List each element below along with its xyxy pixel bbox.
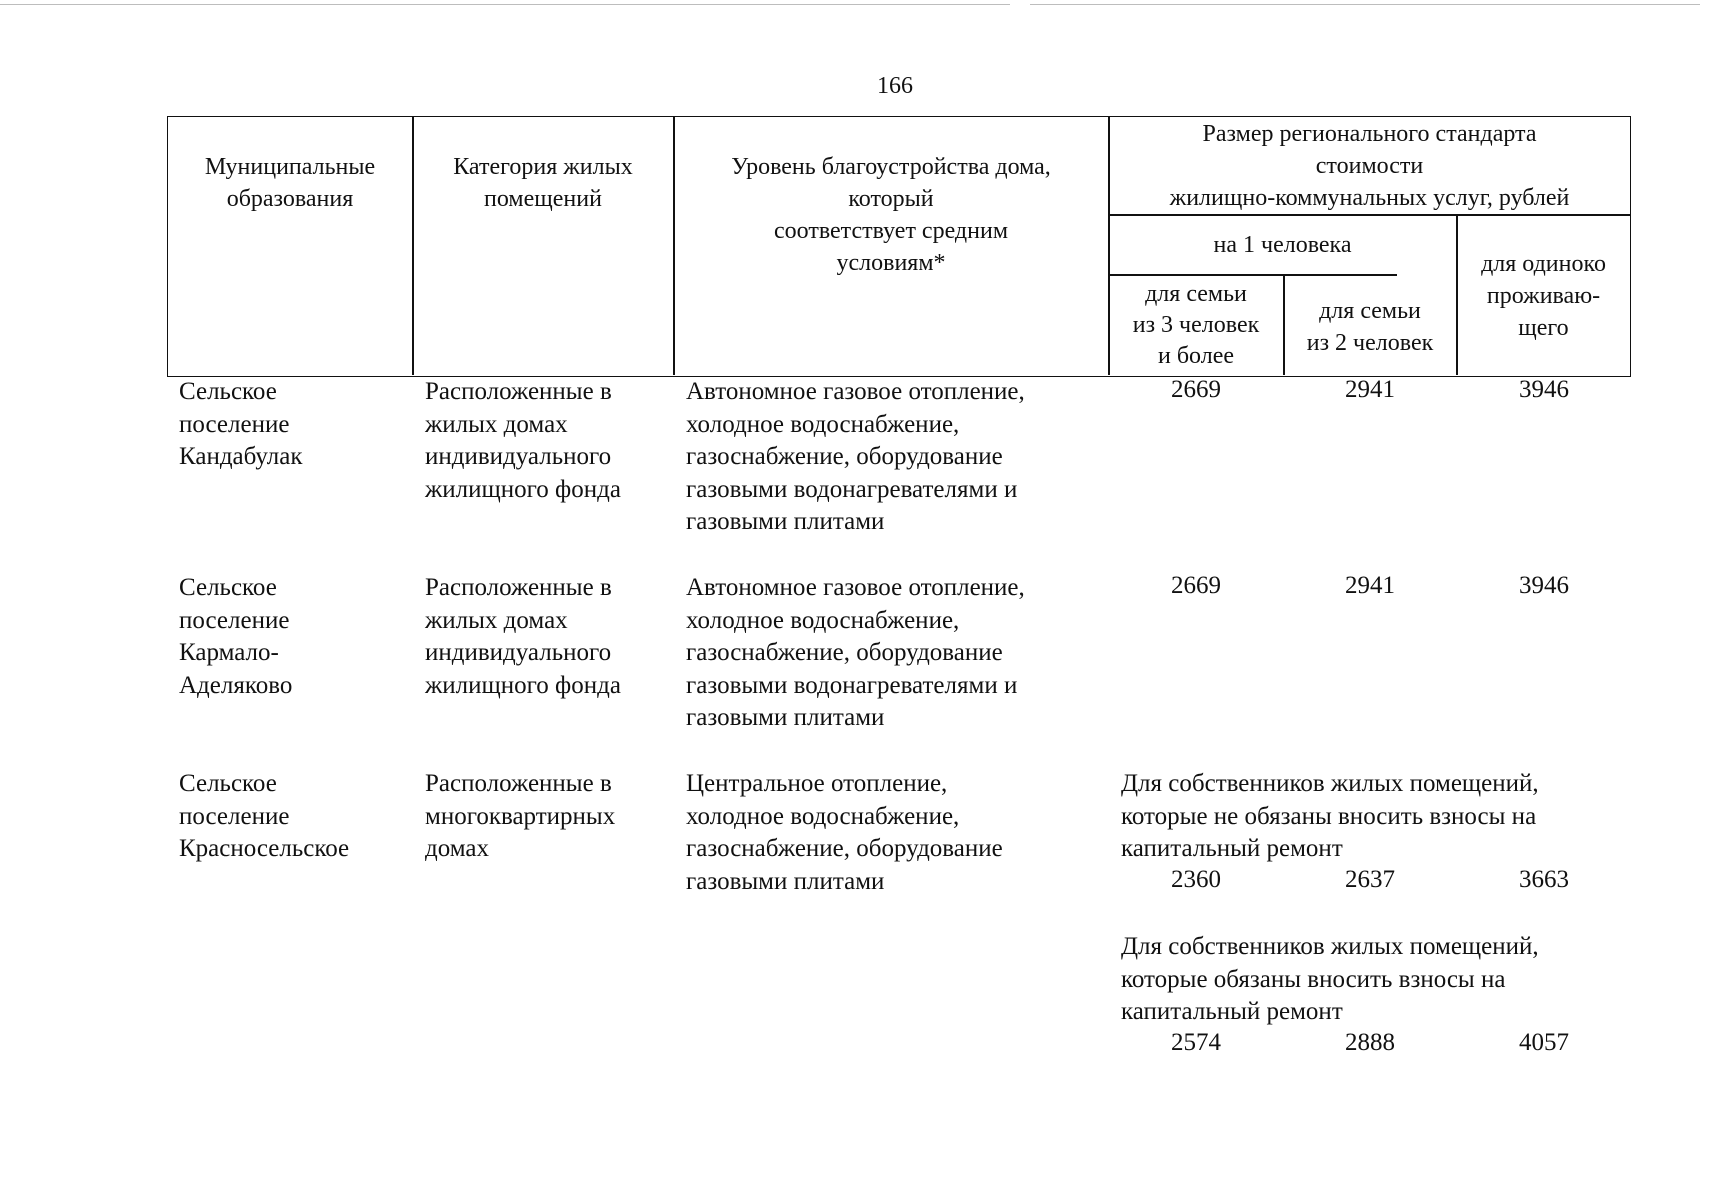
row-3-group-1-family-2: 2637 [1345, 866, 1395, 893]
header-level: Уровень благоустройства дома, который соответствует средним условиям* [731, 154, 1051, 276]
row-3-municipality: Сельское поселение Красносельское [179, 770, 350, 862]
row-3-group-1-note: Для собственников жилых помещений, которые не обязаны вносить взносы на капитальный ремонт [1121, 770, 1539, 862]
row-divider [1108, 214, 1630, 216]
row-2-level: Автономное газовое отопление, холодное водоснабжение, газоснабжение, оборудование газовыми водонагревателями и газовыми плитами [686, 574, 1025, 731]
row-2-municipality: Сельское поселение Кармало- Аделяково [179, 574, 293, 699]
scan-edge-line [1030, 4, 1700, 5]
row-2-family-3: 2669 [1171, 572, 1221, 599]
header-category: Категория жилых помещений [453, 154, 633, 212]
row-3-group-2-note: Для собственников жилых помещений, которые обязаны вносить взносы на капитальный ремонт [1121, 933, 1539, 1025]
table-header [167, 116, 1631, 377]
header-standard: Размер регионального стандарта стоимости жилищно-коммунальных услуг, рублей [1169, 121, 1570, 211]
header-per-person: на 1 человека [1213, 232, 1352, 258]
row-3-group-2-family-2: 2888 [1345, 1029, 1395, 1056]
page-number: 166 [877, 73, 913, 99]
row-1-municipality: Сельское поселение Кандабулак [179, 378, 303, 470]
row-3-level: Центральное отопление, холодное водоснабжение, газоснабжение, оборудование газовыми плитами [686, 770, 1003, 895]
row-divider [1108, 274, 1397, 276]
row-1-single: 3946 [1519, 376, 1569, 403]
row-3-group-2-family-3: 2574 [1171, 1029, 1221, 1056]
row-2-family-2: 2941 [1345, 572, 1395, 599]
row-3-group-2-single: 4057 [1519, 1029, 1569, 1056]
row-2-category: Расположенные в жилых домах индивидуального жилищного фонда [425, 574, 621, 699]
header-municipality: Муниципальные образования [204, 154, 376, 212]
row-1-category: Расположенные в жилых домах индивидуального жилищного фонда [425, 378, 621, 503]
row-2-single: 3946 [1519, 572, 1569, 599]
header-single: для одиноко проживаю- щего [1481, 251, 1606, 341]
header-family-3: для семьи из 3 человек и более [1132, 281, 1260, 369]
row-3-group-1-family-3: 2360 [1171, 866, 1221, 893]
scan-edge-line [0, 4, 1010, 5]
header-family-2: для семьи из 2 человек [1306, 298, 1434, 356]
row-1-level: Автономное газовое отопление, холодное водоснабжение, газоснабжение, оборудование газовыми водонагревателями и газовыми плитами [686, 378, 1025, 535]
row-1-family-2: 2941 [1345, 376, 1395, 403]
row-3-category: Расположенные в многоквартирных домах [425, 770, 616, 862]
row-1-family-3: 2669 [1171, 376, 1221, 403]
row-3-group-1-single: 3663 [1519, 866, 1569, 893]
